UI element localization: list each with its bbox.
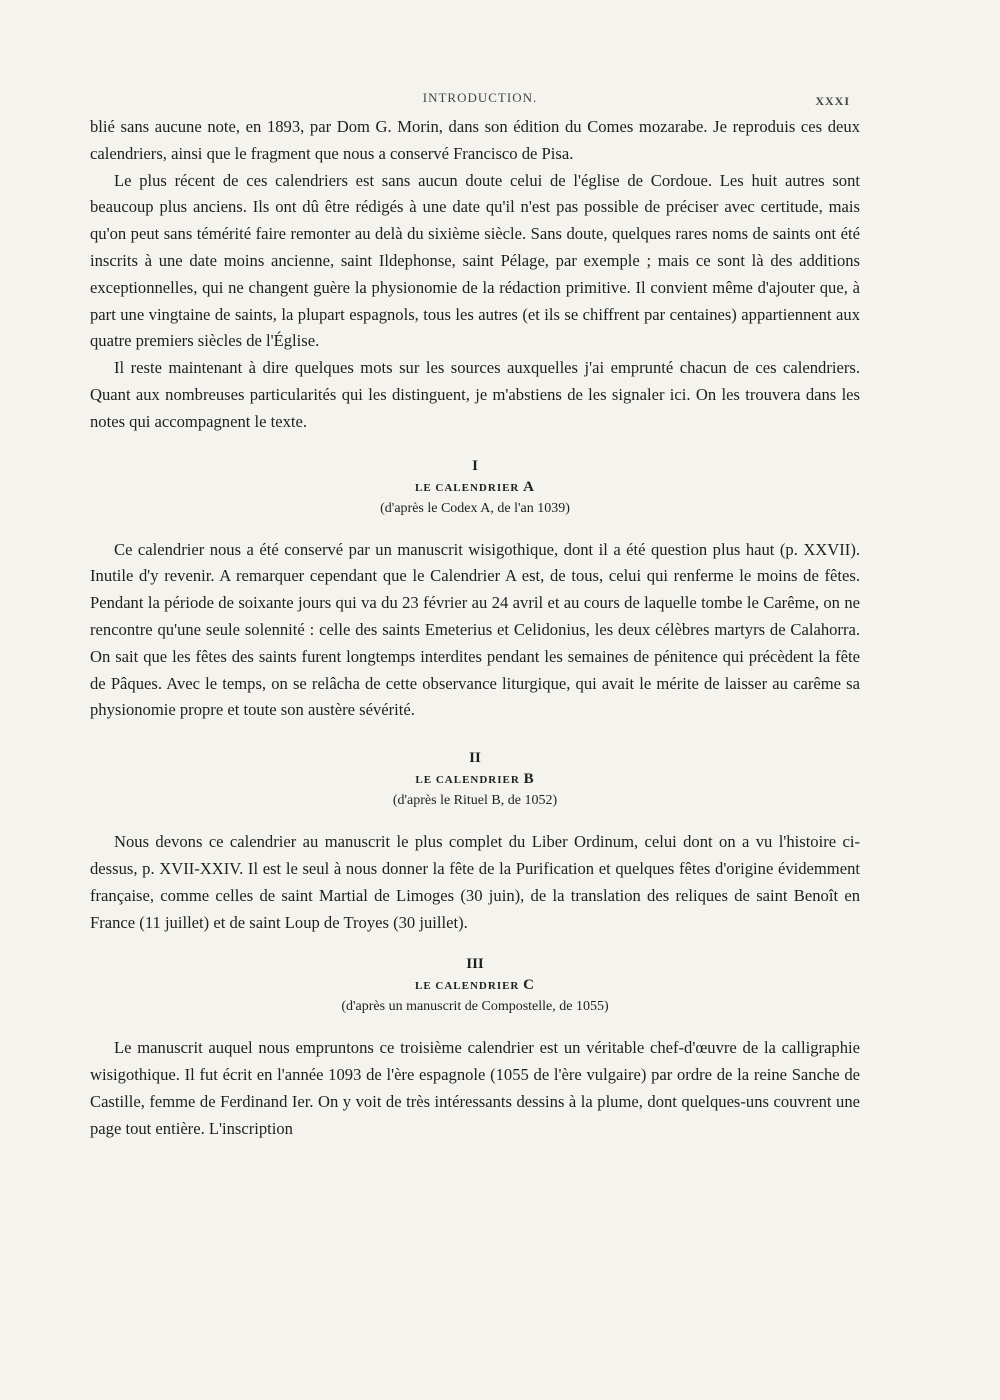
section-3-title: [90, 974, 860, 997]
section-1-text: Ce calendrier nous a été conservé par un manuscrit wisigothique, dont il a été question plus haut (p. XXVII). Inutile d'y revenir. A remarquer cependant que le Calendrier A est, de tous, celui qui renferme le moins de fêtes. Pendant la période de soixante jours qui va du 23 février au 24 avril et au cours de laquelle tombe le Carême, on ne rencontre qu'une seule solennité : celle des saints Emeterius et Celidonius, les deux célèbres martyrs de Calahorra. On sait que les fêtes des saints furent longtemps interdites pendant les semaines de pénitence qui précèdent la fête de Pâques. Avec le temps, on se relâcha de cette observance liturgique, qui avait le mérite de laisser au carême sa physionomie propre et toute son austère sévérité.: [90, 539, 860, 720]
section-2-subtitle: (d'après le Rituel B, de 1052): [392, 793, 558, 809]
section-3-subtitle: (d'après un manuscrit de Compostelle, de 1055): [341, 999, 609, 1015]
paragraph-1: blié sans aucune note, en 1893, par Dom G. Morin, dans son édition du Comes mozarabe. Je reproduis ces deux calendriers, ainsi que le fragment que nous a conservé Francisco de Pisa.: [90, 117, 860, 163]
page-number: XXXI: [815, 94, 850, 108]
section-3-number: III: [466, 956, 484, 973]
section-3-letter: C: [523, 977, 535, 994]
body-text: [90, 114, 860, 1143]
section-1-letter: A: [523, 478, 535, 495]
section-3-text: Le manuscrit auquel nous empruntons ce troisième calendrier est un véritable chef-d'œuvre de la calligraphie wisigothique. Il fut écrit en l'année 1093 de l'ère espagnole (1055 de l'ère vulgaire) par ordre de la reine Sanche de Castille, femme de Ferdinand Ier. On y voit de très intéressants dessins à la plume, dont quelques-uns couvrent une page tout entière. L'inscription: [90, 1038, 860, 1138]
section-2-number: II: [469, 750, 481, 767]
running-head: [0, 90, 1000, 110]
paragraph-3: Il reste maintenant à dire quelques mots sur les sources auxquelles j'ai emprunté chacun de ces calendriers. Quant aux nombreuses particularités qui les distinguent, je m'abstiens de les signaler ici. On les trouvera dans les notes qui accompagnent le texte.: [90, 358, 860, 431]
paragraph-2: Le plus récent de ces calendriers est sans aucun doute celui de l'église de Cordoue. Les huit autres sont beaucoup plus anciens. Ils ont dû être rédigés à une date qu'il n'est pas possible de préciser avec certitude, mais qu'on peut sans témérité faire remonter au delà du sixième siècle. Sans doute, quelques rares noms de saints ont été inscrits à une date moins ancienne, saint Ildephonse, saint Pélage, par exemple ; mais ce sont là des additions exceptionnelles, qui ne changent guère la physionomie de la rédaction primitive. Il convient même d'ajouter que, à part une vingtaine de saints, la plupart espagnols, tous les autres (et ils se chiffrent par centaines) appartiennent aux quatre premiers siècles de l'Église.: [90, 170, 860, 351]
section-2-title: [90, 768, 860, 791]
section-2-text: Nous devons ce calendrier au manuscrit le plus complet du Liber Ordinum, celui dont on a vu l'histoire ci-dessus, p. XVII-XXIV. Il est le seul à nous donner la fête de la Purification et quelques fêtes d'origine évidemment française, comme celles de saint Martial de Limoges (30 juin), de la translation des reliques de saint Benoît en France (11 juillet) et de saint Loup de Troyes (30 juillet).: [90, 832, 860, 932]
section-2-title-text: LE CALENDRIER: [415, 774, 520, 787]
section-2-letter: B: [523, 771, 535, 788]
section-1-title-text: LE CALENDRIER: [415, 481, 520, 494]
section-1-subtitle: (d'après le Codex A, de l'an 1039): [380, 500, 570, 516]
section-1-number: I: [472, 457, 478, 474]
running-title: INTRODUCTION.: [422, 90, 538, 105]
section-3-title-text: LE CALENDRIER: [415, 980, 520, 993]
section-1-title: [90, 476, 860, 499]
